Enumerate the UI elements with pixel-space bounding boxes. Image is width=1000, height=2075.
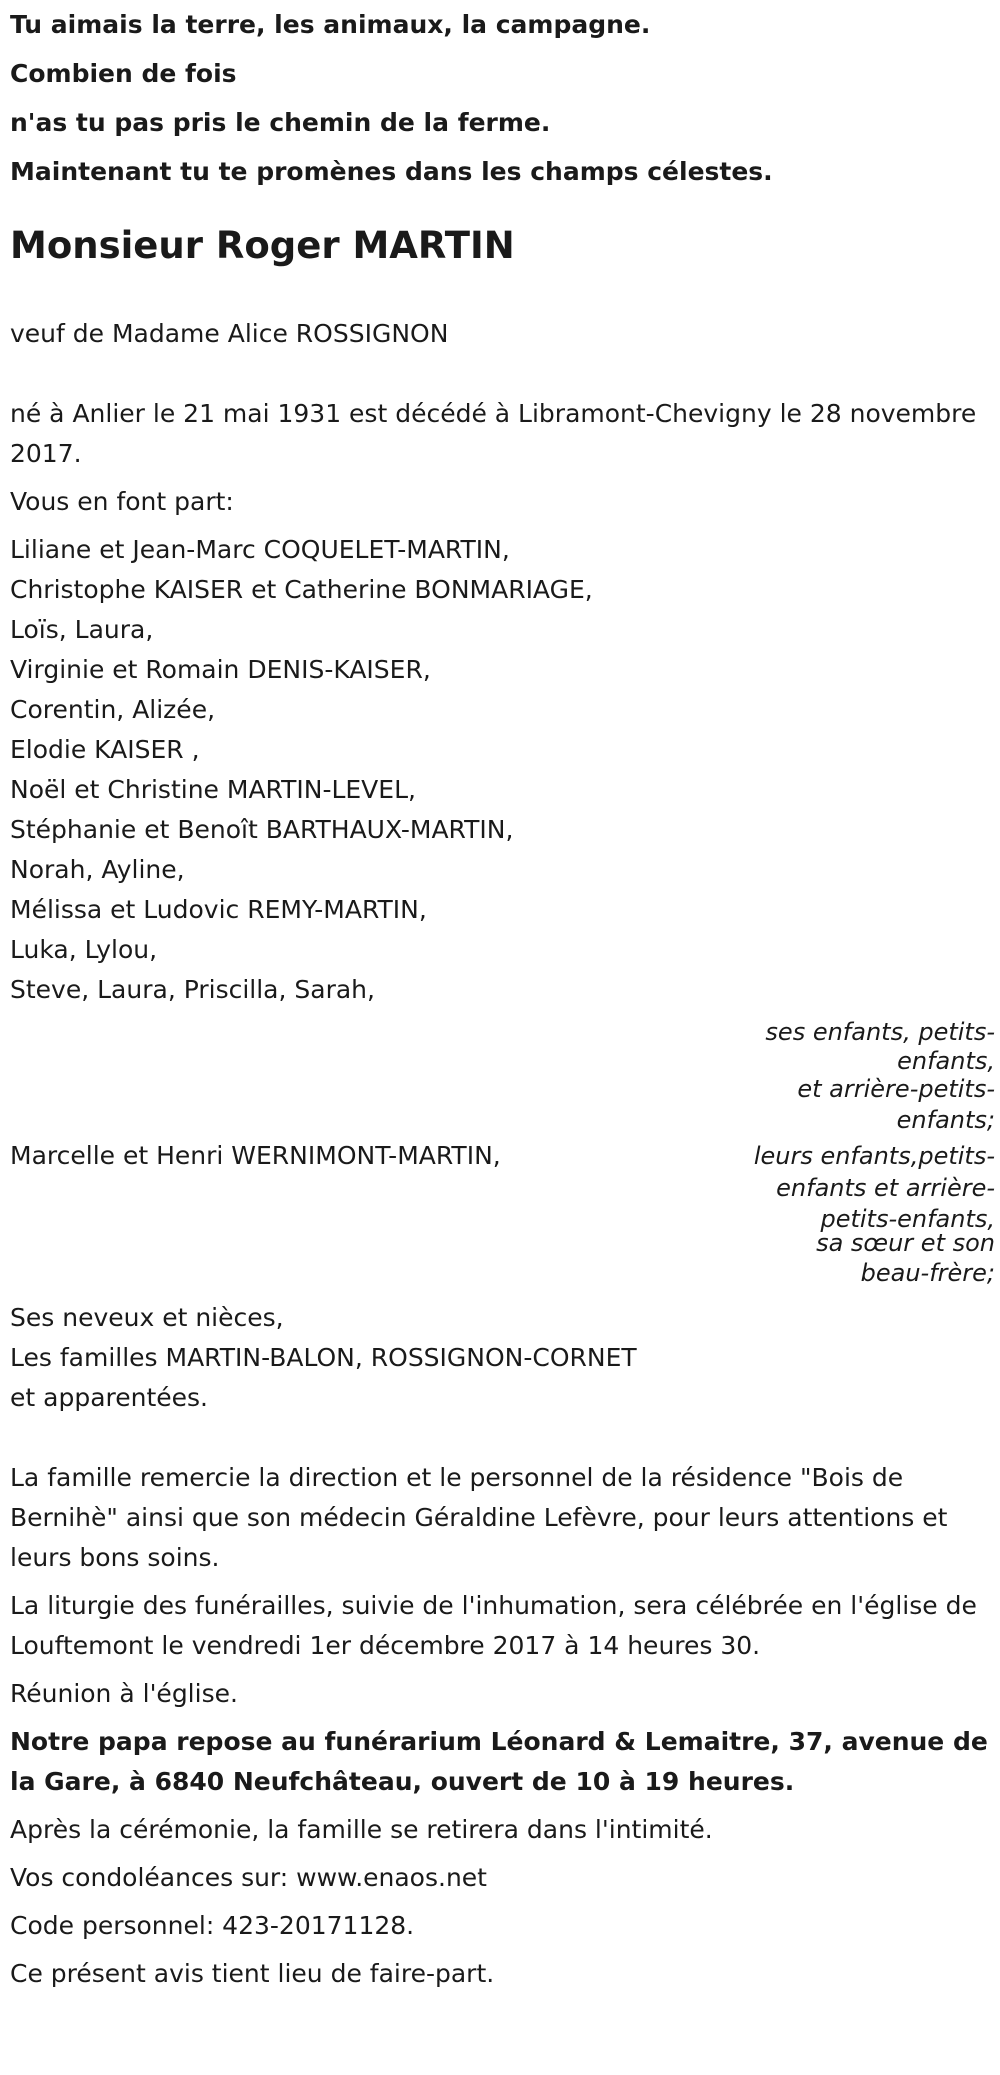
- condolences-line: Vos condoléances sur: www.enaos.net: [10, 1863, 487, 1892]
- family-name-line: Steve, Laura, Priscilla, Sarah,: [10, 975, 375, 1004]
- family-name-line: Loïs, Laura,: [10, 615, 154, 644]
- meeting-line: Réunion à l'église.: [10, 1679, 238, 1708]
- family-name-line: Norah, Ayline,: [10, 855, 185, 884]
- relation-children: [735, 1016, 995, 1136]
- family-name-line: Corentin, Alizée,: [10, 695, 216, 724]
- relation-line: sa sœur et son: [816, 1229, 995, 1257]
- relation-line: beau-frère;: [860, 1259, 995, 1287]
- after-ceremony-line: Après la cérémonie, la famille se retirera dans l'intimité.: [10, 1815, 713, 1844]
- relation-line: enfants et arrière-: [776, 1174, 995, 1202]
- birth-death-line: né à Anlier le 21 mai 1931 est décédé à Libramont-Chevigny le 28 novembre 2017.: [10, 399, 977, 468]
- widow-line: veuf de Madame Alice ROSSIGNON: [10, 319, 449, 348]
- family-name-line: Virginie et Romain DENIS-KAISER,: [10, 655, 431, 684]
- family-name-line: Elodie KAISER ,: [10, 735, 200, 764]
- relation-line: ses enfants, petits-: [765, 1018, 995, 1046]
- poem: [10, 0, 995, 196]
- deceased-name: Monsieur Roger MARTIN: [10, 224, 515, 267]
- family-name-line: Christophe KAISER et Catherine BONMARIAGE,: [10, 575, 593, 604]
- family-group-2: [10, 1136, 995, 1286]
- family-name-line: Stéphanie et Benoît BARTHAUX-MARTIN,: [10, 815, 514, 844]
- rest-paragraph: Notre papa repose au funérarium Léonard & Lemaitre, 37, avenue de la Gare, à 6840 Neufchâteau, ouvert de 10 à 19 heures.: [10, 1727, 988, 1796]
- announce-line: Vous en font part:: [10, 487, 234, 516]
- family-name-line: Ses neveux et nièces,: [10, 1303, 284, 1332]
- liturgy-paragraph: La liturgie des funérailles, suivie de l'inhumation, sera célébrée en l'église de Louftemont le vendredi 1er décembre 2017 à 14 heures 30.: [10, 1591, 977, 1660]
- relation-line: leurs enfants,petits-: [753, 1142, 995, 1170]
- family-name-line: et apparentées.: [10, 1383, 208, 1412]
- poem-line: Tu aimais la terre, les animaux, la campagne.: [10, 10, 651, 39]
- obituary-document: [10, 0, 995, 1994]
- family-name-line: Mélissa et Ludovic REMY-MARTIN,: [10, 895, 427, 924]
- thanks-paragraph: La famille remercie la direction et le personnel de la résidence "Bois de Bernihè" ainsi que son médecin Géraldine Lefèvre, pour leurs attentions et leurs bons soins.: [10, 1463, 948, 1572]
- family-group-1: [10, 530, 995, 1010]
- poem-line: Combien de fois: [10, 59, 237, 88]
- family-name-line: Liliane et Jean-Marc COQUELET-MARTIN,: [10, 535, 510, 564]
- family-name-line: Les familles MARTIN-BALON, ROSSIGNON-CORNET: [10, 1343, 637, 1372]
- relation-line: enfants,: [897, 1047, 995, 1075]
- family-name-line: Marcelle et Henri WERNIMONT-MARTIN,: [10, 1141, 501, 1170]
- notice-line: Ce présent avis tient lieu de faire-part.: [10, 1959, 495, 1988]
- relation-siblings: [695, 1140, 995, 1294]
- poem-line: Maintenant tu te promènes dans les champs célestes.: [10, 157, 773, 186]
- personal-code-line: Code personnel: 423-20171128.: [10, 1911, 415, 1940]
- relation-line: et arrière-petits-: [797, 1075, 995, 1103]
- family-group-3: [10, 1298, 995, 1418]
- family-name-line: Noël et Christine MARTIN-LEVEL,: [10, 775, 416, 804]
- poem-line: n'as tu pas pris le chemin de la ferme.: [10, 108, 551, 137]
- relation-line: petits-enfants,: [820, 1205, 995, 1233]
- relation-line: enfants;: [896, 1106, 995, 1134]
- family-name-line: Luka, Lylou,: [10, 935, 158, 964]
